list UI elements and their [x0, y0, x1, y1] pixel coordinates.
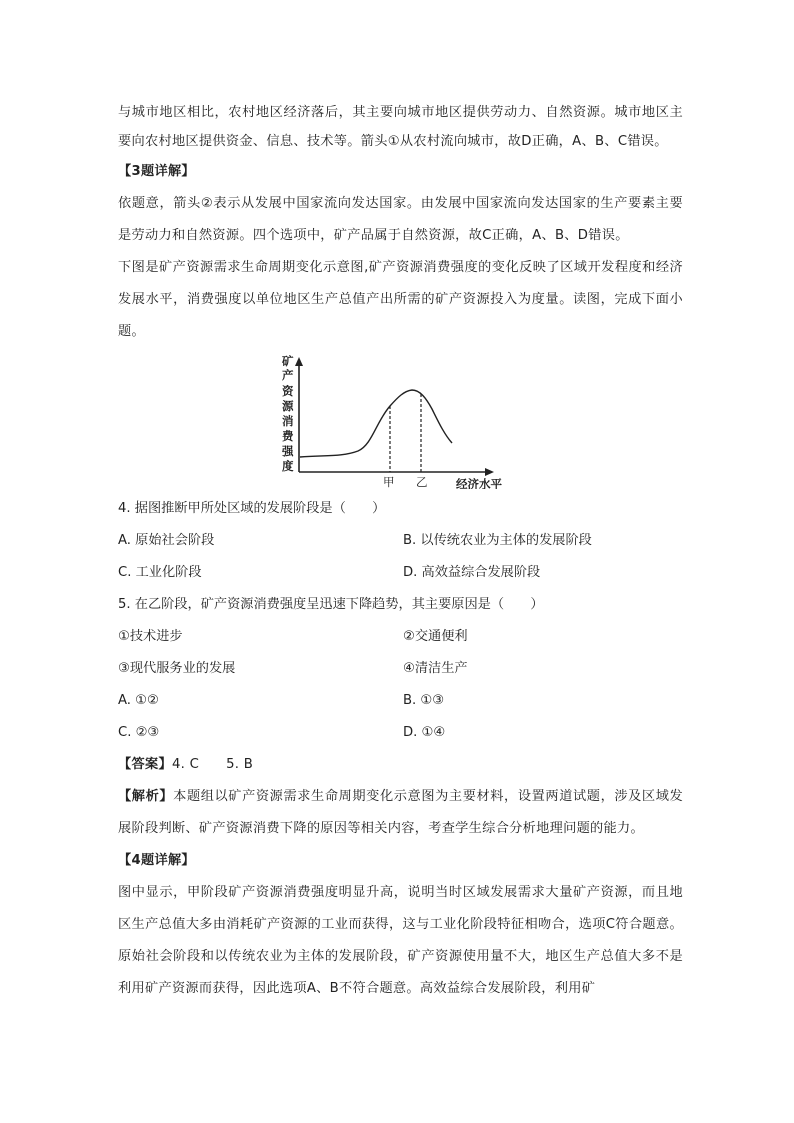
answer-label: 【答案】 [118, 757, 172, 772]
question-4-stem: 4. 据图推断甲所处区域的发展阶段是（ ） [118, 501, 386, 516]
q5-option-d: D. ①④ [403, 725, 446, 740]
q4-option-c: C. 工业化阶段 [118, 565, 202, 580]
answer-line [118, 749, 683, 781]
question-5-options-row-1 [118, 685, 683, 717]
answer-text: 4. C 5. B [171, 757, 254, 772]
analysis-label: 【解析】 [118, 789, 174, 804]
q5-option-a: A. ①② [118, 693, 159, 708]
question-4-options-row-1 [118, 525, 683, 557]
paragraph-rural-urban: 与城市地区相比，农村地区经济落后，其主要向城市地区提供劳动力、自然资源。城市地区主要向农村地区提供资金、信息、技术等。箭头①从农村流向城市，故D正确，A、B、C错误。 [118, 105, 683, 149]
heading-q3-detail: 【3题详解】 [118, 164, 195, 179]
question-4-options-row-2 [118, 557, 683, 589]
q5-item-3: ③现代服务业的发展 [118, 661, 236, 676]
ylabel-char: 产 [282, 368, 294, 382]
analysis-paragraph [118, 781, 683, 845]
ylabel-char: 资 [282, 384, 294, 398]
question-5-items-row-1 [118, 621, 683, 653]
marker-yi: 乙 [416, 475, 428, 489]
question-5-items-row-2 [118, 653, 683, 685]
q4-option-a: A. 原始社会阶段 [118, 533, 215, 548]
heading-q4-detail: 【4题详解】 [118, 853, 195, 868]
marker-jia: 甲 [383, 475, 395, 489]
q4-option-b: B. 以传统农业为主体的发展阶段 [403, 533, 592, 548]
paragraph-q3-explanation: 依题意，箭头②表示从发展中国家流向发达国家。由发展中国家流向发达国家的生产要素主要是劳动力和自然资源。四个选项中，矿产品属于自然资源，故C正确，A、B、D错误。 [118, 196, 683, 243]
xlabel: 经济水平 [456, 477, 502, 489]
paragraph-q4-explanation: 图中显示，甲阶段矿产资源消费强度明显升高，说明当时区域发展需求大量矿产资源，而且地区生产总值大多由消耗矿产资源的工业而获得，这与工业化阶段特征相吻合，选项C符合题意。原始社会阶段和以传统农业为主体的发展阶段，矿产资源使用量不大，地区生产总值大多不是利用矿产资源而获得，因此选项A、B不符合题意。高效益综合发展阶段，利用矿 [118, 885, 683, 996]
q5-item-4: ④清洁生产 [403, 661, 468, 676]
ylabel-char: 源 [282, 399, 294, 413]
paragraph-figure-intro: 下图是矿产资源需求生命周期变化示意图,矿产资源消费强度的变化反映了区域开发程度和经济发展水平，消费强度以单位地区生产总值产出所需的矿产资源投入为度量。读图，完成下面小题。 [118, 260, 683, 339]
mineral-lifecycle-figure [280, 354, 520, 489]
x-axis-arrow [485, 468, 494, 476]
ylabel-char: 费 [282, 429, 294, 443]
document-page [118, 98, 683, 1005]
question-5-stem: 5. 在乙阶段，矿产资源消费强度呈迅速下降趋势，其主要原因是（ ） [118, 597, 544, 612]
ylabel-char: 强 [282, 444, 294, 458]
ylabel-char: 消 [282, 414, 294, 428]
q5-option-c: C. ②③ [118, 725, 160, 740]
ylabel-char: 度 [282, 459, 294, 473]
analysis-text: 本题组以矿产资源需求生命周期变化示意图为主要材料，设置两道试题，涉及区域发展阶段判断、矿产资源消费下降的原因等相关内容，考查学生综合分析地理问题的能力。 [118, 789, 683, 836]
q4-option-d: D. 高效益综合发展阶段 [403, 565, 541, 580]
q5-item-2: ②交通便利 [403, 629, 468, 644]
question-5-options-row-2 [118, 717, 683, 749]
consumption-curve [300, 390, 452, 457]
ylabel-char: 矿 [282, 354, 294, 368]
y-axis-arrow [295, 357, 303, 366]
q5-option-b: B. ①③ [403, 693, 445, 708]
lifecycle-chart-svg [280, 354, 520, 489]
q5-item-1: ①技术进步 [118, 629, 183, 644]
